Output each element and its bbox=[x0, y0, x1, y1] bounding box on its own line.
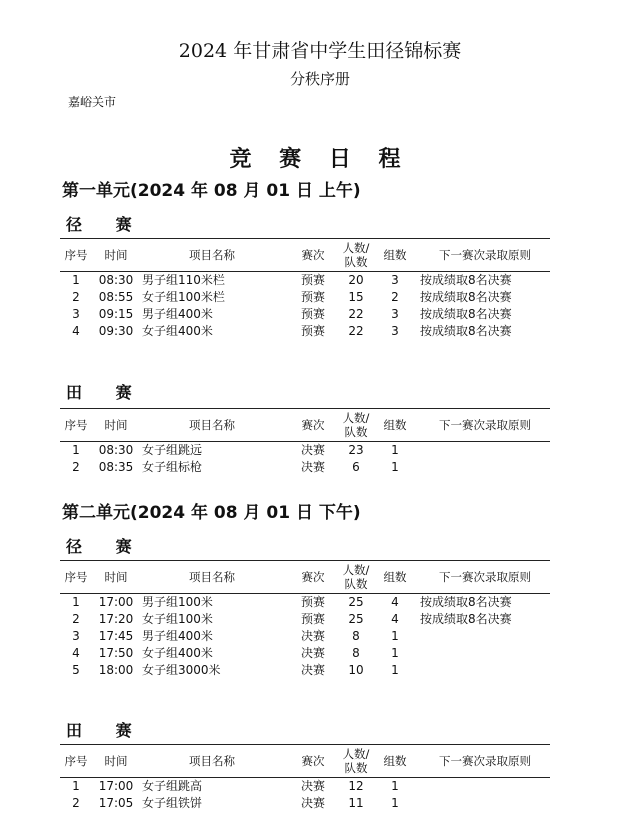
cell-no: 2 bbox=[72, 460, 80, 474]
cell-no: 2 bbox=[72, 290, 80, 304]
table-row bbox=[60, 306, 550, 323]
cell-rule: 按成绩取8名决赛 bbox=[420, 290, 512, 304]
cell-round: 决赛 bbox=[300, 663, 325, 677]
column-header-rule: 下一赛次录取原则 bbox=[439, 418, 531, 432]
cell-round: 决赛 bbox=[300, 646, 325, 660]
cell-time: 17:50 bbox=[98, 646, 134, 660]
column-header-round: 赛次 bbox=[301, 248, 325, 262]
cell-no: 3 bbox=[72, 307, 80, 321]
cell-time: 08:55 bbox=[98, 290, 134, 304]
column-header-groups: 组数 bbox=[383, 418, 407, 432]
column-header-name: 项目名称 bbox=[189, 418, 235, 432]
cell-groups: 2 bbox=[391, 290, 399, 304]
cell-no: 3 bbox=[72, 629, 80, 643]
column-header-time: 时间 bbox=[104, 754, 128, 768]
cell-time: 08:30 bbox=[98, 273, 134, 287]
unit1-field-table bbox=[60, 408, 550, 476]
cell-rule: 按成绩取8名决赛 bbox=[420, 324, 512, 338]
cell-count: 11 bbox=[348, 796, 364, 810]
cell-groups: 1 bbox=[391, 443, 399, 457]
cell-time: 17:20 bbox=[98, 612, 134, 626]
cell-count: 25 bbox=[348, 595, 364, 609]
unit2-field-heading: 田 赛 bbox=[66, 721, 146, 740]
cell-name: 女子组跳高 bbox=[142, 779, 203, 793]
cell-count: 15 bbox=[348, 290, 364, 304]
cell-no: 2 bbox=[72, 796, 80, 810]
column-header-no: 序号 bbox=[64, 248, 88, 262]
cell-time: 17:00 bbox=[98, 595, 134, 609]
unit1-track-heading: 径 赛 bbox=[66, 215, 146, 234]
cell-rule bbox=[420, 795, 550, 812]
cell-round: 决赛 bbox=[300, 460, 325, 474]
column-header-groups: 组数 bbox=[383, 754, 407, 768]
cell-no: 1 bbox=[72, 443, 80, 457]
column-header-count: 人数/ 队数 bbox=[342, 747, 370, 775]
cell-name: 女子组跳远 bbox=[142, 443, 203, 457]
cell-time: 08:30 bbox=[98, 443, 134, 457]
column-header-groups: 组数 bbox=[383, 570, 407, 584]
cell-count: 6 bbox=[352, 460, 360, 474]
table-row bbox=[60, 272, 550, 289]
cell-no: 1 bbox=[72, 779, 80, 793]
column-header-time: 时间 bbox=[104, 248, 128, 262]
cell-name: 女子组3000米 bbox=[142, 663, 221, 677]
table-row bbox=[60, 611, 550, 628]
unit2-track-table bbox=[60, 560, 550, 679]
cell-name: 女子组400米 bbox=[142, 324, 213, 338]
column-header-no: 序号 bbox=[64, 754, 88, 768]
cell-count: 8 bbox=[352, 646, 360, 660]
cell-rule bbox=[420, 645, 550, 662]
cell-groups: 1 bbox=[391, 663, 399, 677]
cell-count: 22 bbox=[348, 324, 364, 338]
table-header bbox=[60, 744, 550, 778]
cell-groups: 3 bbox=[391, 324, 399, 338]
cell-count: 10 bbox=[348, 663, 364, 677]
cell-name: 女子组100米栏 bbox=[142, 290, 225, 304]
column-header-name: 项目名称 bbox=[189, 570, 235, 584]
table-row bbox=[60, 778, 550, 795]
cell-round: 预赛 bbox=[300, 290, 325, 304]
cell-round: 预赛 bbox=[300, 595, 325, 609]
cell-round: 决赛 bbox=[300, 796, 325, 810]
cell-count: 22 bbox=[348, 307, 364, 321]
cell-groups: 1 bbox=[391, 460, 399, 474]
cell-no: 5 bbox=[72, 663, 80, 677]
cell-name: 男子组400米 bbox=[142, 307, 213, 321]
table-row bbox=[60, 662, 550, 679]
cell-rule bbox=[420, 778, 550, 795]
table-header bbox=[60, 238, 550, 272]
cell-rule bbox=[420, 459, 550, 476]
cell-count: 8 bbox=[352, 629, 360, 643]
cell-time: 09:15 bbox=[98, 307, 134, 321]
cell-no: 4 bbox=[72, 646, 80, 660]
column-header-no: 序号 bbox=[64, 418, 88, 432]
column-header-name: 项目名称 bbox=[189, 754, 235, 768]
column-header-rule: 下一赛次录取原则 bbox=[439, 248, 531, 262]
column-header-rule: 下一赛次录取原则 bbox=[439, 754, 531, 768]
column-header-count: 人数/ 队数 bbox=[342, 411, 370, 439]
cell-rule bbox=[420, 442, 550, 459]
cell-groups: 1 bbox=[391, 796, 399, 810]
cell-name: 男子组400米 bbox=[142, 629, 213, 643]
cell-groups: 3 bbox=[391, 273, 399, 287]
cell-time: 17:00 bbox=[98, 779, 134, 793]
column-header-rule: 下一赛次录取原则 bbox=[439, 570, 531, 584]
cell-rule: 按成绩取8名决赛 bbox=[420, 612, 512, 626]
document-title: 2024 年甘肃省中学生田径锦标赛 bbox=[178, 40, 462, 62]
cell-groups: 1 bbox=[391, 629, 399, 643]
unit2-field-table bbox=[60, 744, 550, 812]
schedule-heading: 竞 赛 日 程 bbox=[229, 146, 411, 172]
cell-rule: 按成绩取8名决赛 bbox=[420, 273, 512, 287]
cell-round: 预赛 bbox=[300, 273, 325, 287]
cell-groups: 4 bbox=[391, 595, 399, 609]
cell-count: 20 bbox=[348, 273, 364, 287]
cell-time: 17:45 bbox=[98, 629, 134, 643]
unit2-track-heading: 径 赛 bbox=[66, 537, 146, 556]
cell-round: 决赛 bbox=[300, 443, 325, 457]
cell-groups: 1 bbox=[391, 779, 399, 793]
cell-name: 女子组100米 bbox=[142, 612, 213, 626]
cell-rule bbox=[420, 628, 550, 645]
cell-rule bbox=[420, 662, 550, 679]
cell-count: 23 bbox=[348, 443, 364, 457]
unit2-title: 第二单元(2024 年 08 月 01 日 下午) bbox=[62, 503, 361, 523]
cell-groups: 1 bbox=[391, 646, 399, 660]
table-row bbox=[60, 645, 550, 662]
unit1-field-heading: 田 赛 bbox=[66, 383, 146, 402]
cell-groups: 4 bbox=[391, 612, 399, 626]
table-row bbox=[60, 459, 550, 476]
cell-time: 18:00 bbox=[98, 663, 134, 677]
column-header-count: 人数/ 队数 bbox=[342, 563, 370, 591]
column-header-groups: 组数 bbox=[383, 248, 407, 262]
table-row bbox=[60, 323, 550, 340]
cell-name: 男子组110米栏 bbox=[142, 273, 225, 287]
cell-round: 预赛 bbox=[300, 612, 325, 626]
cell-count: 12 bbox=[348, 779, 364, 793]
unit1-track-table bbox=[60, 238, 550, 340]
cell-groups: 3 bbox=[391, 307, 399, 321]
cell-round: 决赛 bbox=[300, 779, 325, 793]
cell-rule: 按成绩取8名决赛 bbox=[420, 307, 512, 321]
column-header-time: 时间 bbox=[104, 418, 128, 432]
table-header bbox=[60, 408, 550, 442]
table-row bbox=[60, 628, 550, 645]
cell-name: 男子组100米 bbox=[142, 595, 213, 609]
column-header-round: 赛次 bbox=[301, 570, 325, 584]
cell-time: 09:30 bbox=[98, 324, 134, 338]
cell-name: 女子组铁饼 bbox=[142, 796, 203, 810]
cell-no: 4 bbox=[72, 324, 80, 338]
document-subtitle: 分秩序册 bbox=[289, 70, 350, 88]
column-header-no: 序号 bbox=[64, 570, 88, 584]
column-header-round: 赛次 bbox=[301, 418, 325, 432]
column-header-count: 人数/ 队数 bbox=[342, 241, 370, 269]
column-header-time: 时间 bbox=[104, 570, 128, 584]
table-row bbox=[60, 289, 550, 306]
cell-time: 17:05 bbox=[98, 796, 134, 810]
cell-name: 女子组400米 bbox=[142, 646, 213, 660]
column-header-round: 赛次 bbox=[301, 754, 325, 768]
table-row bbox=[60, 594, 550, 611]
cell-name: 女子组标枪 bbox=[142, 460, 203, 474]
cell-time: 08:35 bbox=[98, 460, 134, 474]
unit1-title: 第一单元(2024 年 08 月 01 日 上午) bbox=[62, 181, 361, 201]
cell-round: 决赛 bbox=[300, 629, 325, 643]
cell-no: 1 bbox=[72, 273, 80, 287]
cell-no: 2 bbox=[72, 612, 80, 626]
cell-round: 预赛 bbox=[300, 307, 325, 321]
cell-rule: 按成绩取8名决赛 bbox=[420, 595, 512, 609]
table-row bbox=[60, 795, 550, 812]
organization-label: 嘉峪关市 bbox=[68, 95, 117, 109]
table-row bbox=[60, 442, 550, 459]
column-header-name: 项目名称 bbox=[189, 248, 235, 262]
table-header bbox=[60, 560, 550, 594]
cell-count: 25 bbox=[348, 612, 364, 626]
cell-no: 1 bbox=[72, 595, 80, 609]
cell-round: 预赛 bbox=[300, 324, 325, 338]
